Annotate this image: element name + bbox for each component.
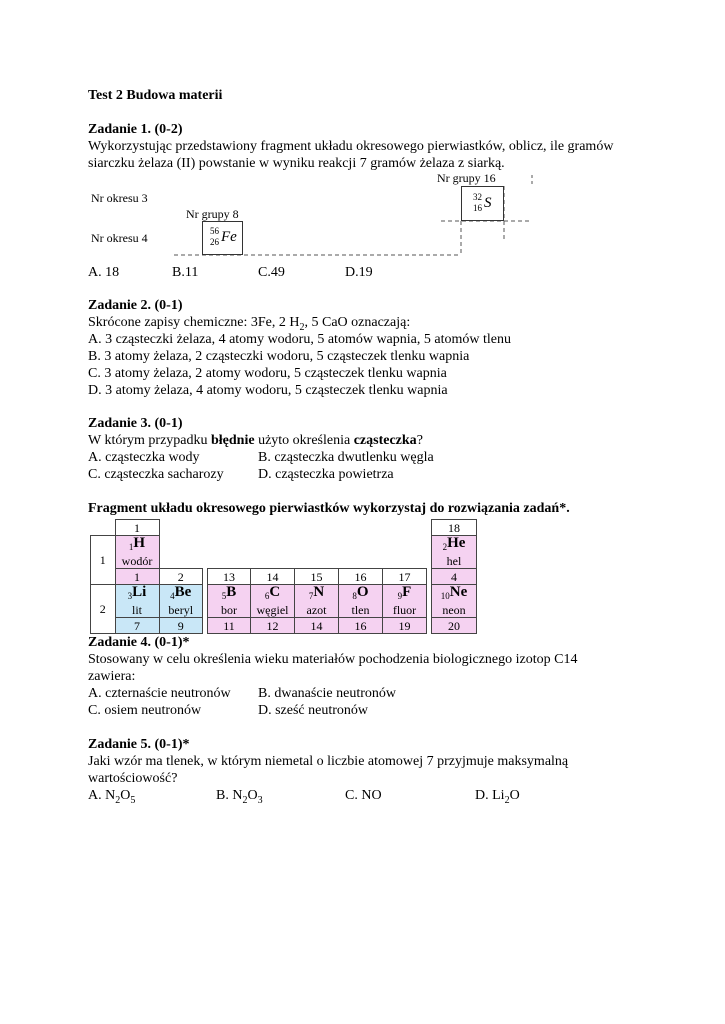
element-cell-n: $_7$N azot xyxy=(295,585,339,618)
task-2-heading: Zadanie 2. (0-1) xyxy=(88,298,183,313)
group-header: 14 xyxy=(251,569,295,585)
element-cell-h: $_1$H wodór xyxy=(115,536,159,569)
group-16-label: Nr grupy 16 xyxy=(437,171,496,185)
period-label: 2 xyxy=(91,585,116,634)
element-cell-f: $_9$F fluor xyxy=(383,585,427,618)
group-header: 1 xyxy=(115,520,159,536)
s-mass-number: 32 xyxy=(473,192,482,202)
group-8-label: Nr grupy 8 xyxy=(186,207,239,221)
element-cell-c: $_6$C węgiel xyxy=(251,585,295,618)
task-4-answer-c: C. osiem neutronów xyxy=(88,703,202,718)
task-4-heading: Zadanie 4. (0-1)* xyxy=(88,635,190,650)
group-header: 15 xyxy=(295,569,339,585)
element-cell-li: $_3$Li lit xyxy=(115,585,159,618)
element-cell-o: $_8$O tlen xyxy=(339,585,383,618)
s-atomic-number: 16 xyxy=(473,203,482,213)
element-mass-n: 14 xyxy=(295,618,339,634)
element-cell-he: $_2$He hel xyxy=(432,536,477,569)
page-title: Test 2 Budowa materii xyxy=(88,88,223,103)
task-3-answer-b: B. cząsteczka dwutlenku węgla xyxy=(258,450,434,465)
fe-mass-number: 56 xyxy=(210,226,219,236)
task-1-heading: Zadanie 1. (0-2) xyxy=(88,122,183,137)
task-4-text-line1: Stosowany w celu określenia wieku materiałów pochodzenia biologicznego izotop C14 xyxy=(88,652,578,667)
element-cell-ne: $_{10}$Ne neon xyxy=(432,585,477,618)
task-1-answer-c: C.49 xyxy=(258,265,285,280)
task-3-heading: Zadanie 3. (0-1) xyxy=(88,416,183,431)
task-4-answer-a: A. czternaście neutronów xyxy=(88,686,231,701)
task-4-answer-b: B. dwanaście neutronów xyxy=(258,686,397,701)
element-cell-b: $_5$B bor xyxy=(208,585,251,618)
task-5-text-line2: wartościowość? xyxy=(88,771,178,786)
fe-atomic-number: 26 xyxy=(210,237,219,247)
element-mass-h: 1 xyxy=(115,569,159,585)
element-mass-o: 16 xyxy=(339,618,383,634)
task-4-text-line2: zawiera: xyxy=(88,669,136,684)
period-label: 1 xyxy=(91,536,116,585)
task-2-answer-c: C. 3 atomy żelaza, 2 atomy wodoru, 5 cząsteczek tlenku wapnia xyxy=(88,366,447,381)
task-5-text-line1: Jaki wzór ma tlenek, w którym niemetal o liczbie atomowej 7 przyjmuje maksymalną xyxy=(88,754,569,769)
task-1-text-line2: siarczku żelaza (II) powstanie w wyniku reakcji 7 gramów żelaza z siarką. xyxy=(88,156,505,171)
group-header: 18 xyxy=(432,520,477,536)
task-5-answer-a: A. $N_2O_5$ xyxy=(88,788,136,806)
task-1-answer-a: A. 18 xyxy=(88,265,120,280)
task-3-answer-a: A. cząsteczka wody xyxy=(88,450,200,465)
element-mass-li: 7 xyxy=(115,618,159,634)
group-header: 17 xyxy=(383,569,427,585)
task-2-question: Skrócone zapisy chemiczne: 3Fe, 2 $H_2$, 5 CaO oznaczają: xyxy=(88,315,411,333)
task-1-answer-d: D.19 xyxy=(345,265,373,280)
task-3-answer-d: D. cząsteczka powietrza xyxy=(258,467,394,482)
task-3-answer-c: C. cząsteczka sacharozy xyxy=(88,467,224,482)
s-element-box xyxy=(461,186,504,221)
task-2-answer-d: D. 3 atomy żelaza, 4 atomy wodoru, 5 cząsteczek tlenku wapnia xyxy=(88,383,448,398)
periodic-table-instruction: Fragment układu okresowego pierwiastków wykorzystaj do rozwiązania zadań*. xyxy=(88,501,570,516)
task-2-answer-b: B. 3 atomy żelaza, 2 cząsteczki wodoru, 5 cząsteczek tlenku wapnia xyxy=(88,349,470,364)
task-5-heading: Zadanie 5. (0-1)* xyxy=(88,737,190,752)
task-2-answer-a: A. 3 cząsteczki żelaza, 4 atomy wodoru, 5 atomów wapnia, 5 atomów tlenu xyxy=(88,332,511,347)
group-header: 16 xyxy=(339,569,383,585)
period-3-label: Nr okresu 3 xyxy=(91,191,148,205)
fe-symbol: Fe xyxy=(221,229,237,245)
element-mass-ne: 20 xyxy=(432,618,477,634)
group-header: 2 xyxy=(159,569,203,585)
task-1-text-line1: Wykorzystując przedstawiony fragment układu okresowego pierwiastków, oblicz, ile gramów xyxy=(88,139,614,154)
element-mass-c: 12 xyxy=(251,618,295,634)
fe-element-box xyxy=(202,221,243,255)
task-5-answer-b: B. $N_2O_3$ xyxy=(216,788,263,806)
element-mass-f: 19 xyxy=(383,618,427,634)
task-3-question: W którym przypadku błędnie użyto określenia cząsteczka? xyxy=(88,433,423,448)
task-4-answer-d: D. sześć neutronów xyxy=(258,703,369,718)
task-5-answer-d: D. $Li_2O$ xyxy=(475,788,520,806)
element-mass-b: 11 xyxy=(208,618,251,634)
group-header: 13 xyxy=(208,569,251,585)
element-mass-be: 9 xyxy=(159,618,203,634)
element-mass-he: 4 xyxy=(432,569,477,585)
s-symbol: S xyxy=(484,195,492,211)
task-5-answer-c: C. NO xyxy=(345,788,382,803)
task-1-answer-b: B.11 xyxy=(172,265,199,280)
element-cell-be: $_4$Be beryl xyxy=(159,585,203,618)
periodic-table-fragment xyxy=(90,519,477,634)
diagram-lines xyxy=(0,0,725,280)
period-4-label: Nr okresu 4 xyxy=(91,231,148,245)
